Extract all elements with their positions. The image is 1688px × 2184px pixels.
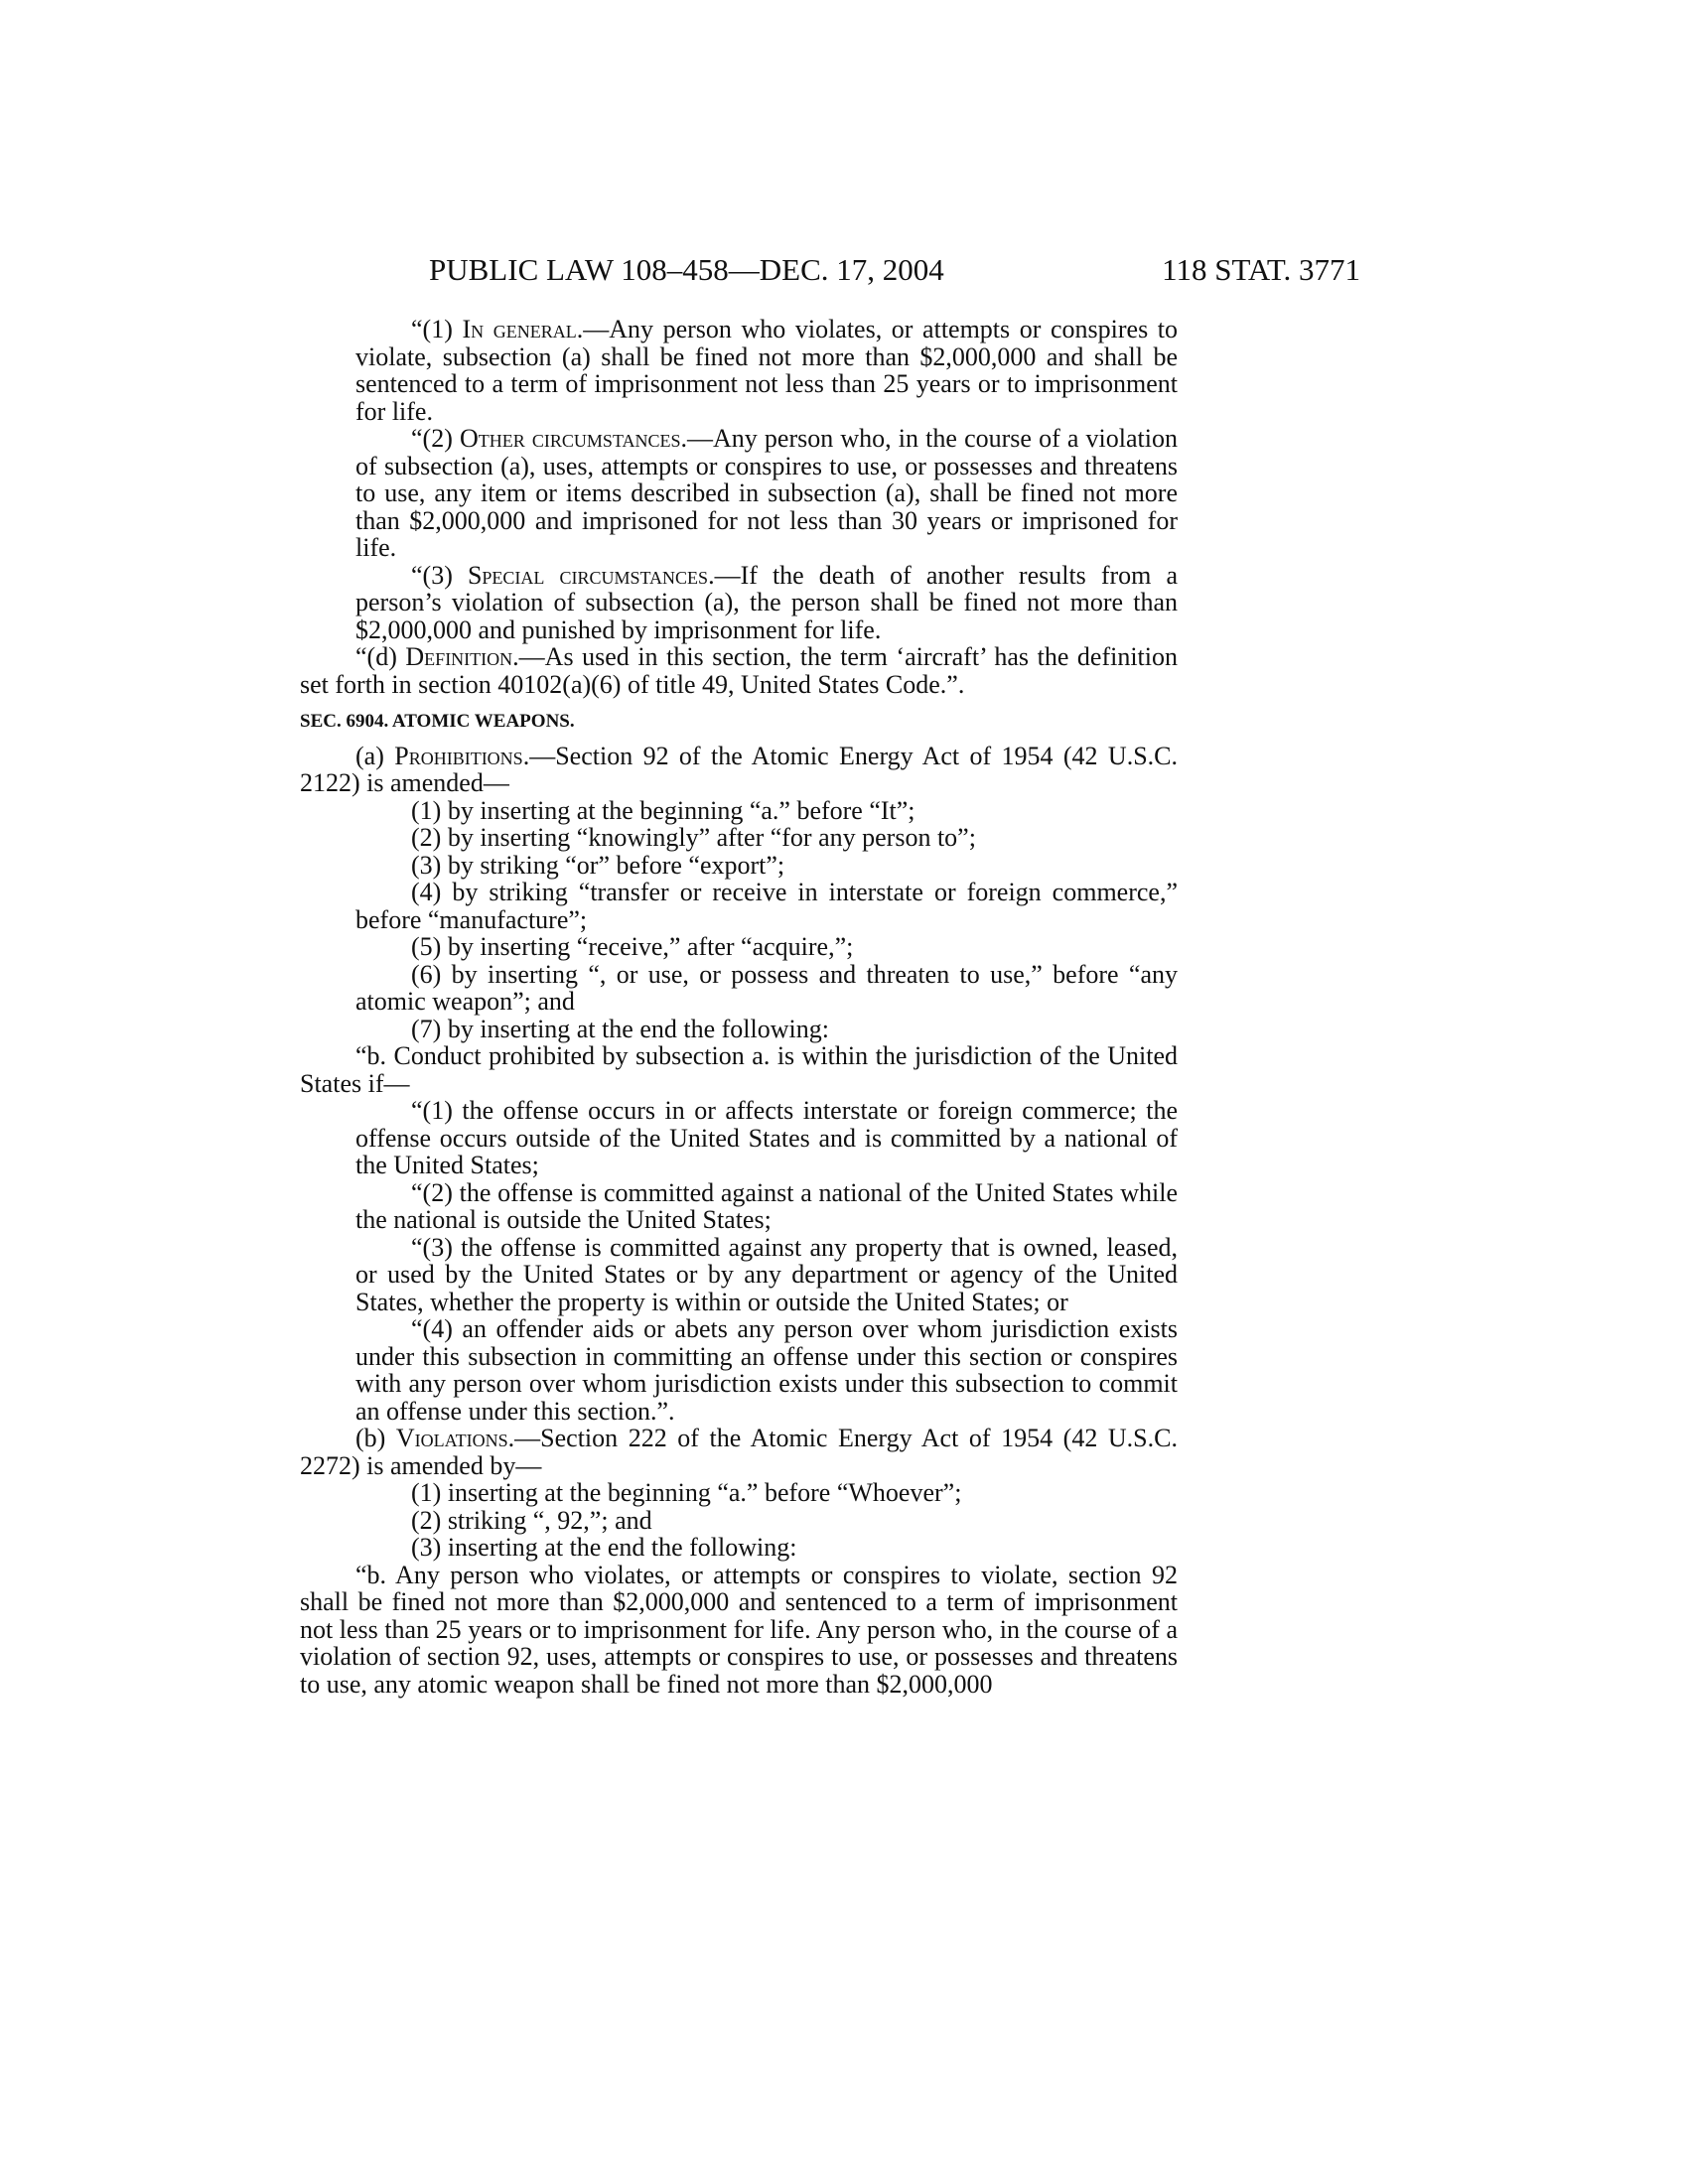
amendment-item: (3) inserting at the end the following: xyxy=(411,1533,797,1562)
paragraph-heading: In general xyxy=(462,315,577,343)
jurisdiction-item: “(3) the offense is committed against any property that is owned, leased, or used by the United States or by any department or agency of the United States, whether the property is within or outside the United States; or xyxy=(355,1232,1178,1316)
subsection-heading: Violations xyxy=(395,1424,508,1452)
running-header xyxy=(300,250,1360,290)
quoted-text-penalties: “b. Any person who violates, or attempts or conspires to violate, section 92 shall be fined not more than $2,000,000 and sentenced to a term of imprisonment not less than 25 years or to imprisonment for life. Any person who, in the course of a violation of section 92, uses, attempts or conspires to use, or possesses and threatens to use, any atomic weapon shall be fined not more than $2,000,000 xyxy=(300,1560,1178,1699)
quoted-text-jurisdiction: “b. Conduct prohibited by subsection a. is within the jurisdiction of the United States if— xyxy=(300,1041,1178,1098)
subsection-violations: (b) Violations.—Section 222 of the Atomic Energy Act of 1954 (42 U.S.C. 2272) is amended by— xyxy=(300,1424,1178,1480)
jurisdiction-item: “(4) an offender aids or abets any person over whom jurisdiction exists under this subsection in committing an offense under this section or conspires with any person over whom jurisdiction exists under this subsection to commit an offense under this section.”. xyxy=(355,1314,1178,1426)
amendment-item: (2) striking “, 92,”; and xyxy=(411,1505,652,1535)
paragraph-heading: Other circumstances xyxy=(460,424,681,453)
paragraph-special-circumstances: “(3) Special circumstances.—If the death of another results from a person’s violation of subsection (a), the person shall be fined not more than $2,000,000 and punished by imprisonment for life. xyxy=(355,560,1179,644)
section-heading: SEC. 6904. ATOMIC WEAPONS. xyxy=(300,711,575,732)
page-header-title: PUBLIC LAW 108–458—DEC. 17, 2004 xyxy=(429,252,944,287)
document-body xyxy=(300,316,1178,1698)
paragraph-definition: “(d) Definition.—As used in this section, the term ‘aircraft’ has the definition set forth in section 40102(a)(6) of title 49, United States Code.”. xyxy=(300,642,1178,699)
amendment-item: (7) by inserting at the end the following: xyxy=(411,1014,829,1043)
amendment-item: (5) by inserting “receive,” after “acquire,”; xyxy=(411,932,854,961)
page-header-stat: 118 STAT. 3771 xyxy=(1162,252,1360,287)
amendment-item: (6) by inserting “, or use, or possess and threaten to use,” before “any atomic weapon”; and xyxy=(355,959,1178,1016)
paragraph-in-general: “(1) In general.—Any person who violates, or attempts or conspires to violate, subsection (a) shall be fined not more than $2,000,000 and shall be sentenced to a term of imprisonment not less than 25 years or to imprisonment for life. xyxy=(355,315,1178,426)
amendment-item: (1) inserting at the beginning “a.” before “Whoever”; xyxy=(411,1478,962,1507)
paragraph-heading: Definition xyxy=(405,642,513,671)
amendment-item: (3) by striking “or” before “export”; xyxy=(411,850,785,880)
jurisdiction-item: “(2) the offense is committed against a national of the United States while the national is outside the United States; xyxy=(355,1177,1178,1234)
amendment-item: (4) by striking “transfer or receive in interstate or foreign commerce,” before “manufacture”; xyxy=(355,878,1178,934)
amendment-item: (1) by inserting at the beginning “a.” before “It”; xyxy=(411,795,915,825)
subsection-prohibitions: (a) Prohibitions.—Section 92 of the Atomic Energy Act of 1954 (42 U.S.C. 2122) is amended— xyxy=(300,741,1178,797)
subsection-heading: Prohibitions xyxy=(394,741,523,770)
amendment-item: (2) by inserting “knowingly” after “for any person to”; xyxy=(411,823,976,852)
jurisdiction-item: “(1) the offense occurs in or affects interstate or foreign commerce; the offense occurs outside of the United States and is committed by a national of the United States; xyxy=(355,1096,1178,1179)
paragraph-heading: Special circumstances xyxy=(467,560,709,590)
paragraph-other-circumstances: “(2) Other circumstances.—Any person who, in the course of a violation of subsection (a), uses, attempts or conspires to use, or possesses and threatens to use, any item or items described in subsection (a), shall be fined not more than $2,000,000 and imprisoned for not less than 30 years or imprisoned for life. xyxy=(355,424,1178,562)
